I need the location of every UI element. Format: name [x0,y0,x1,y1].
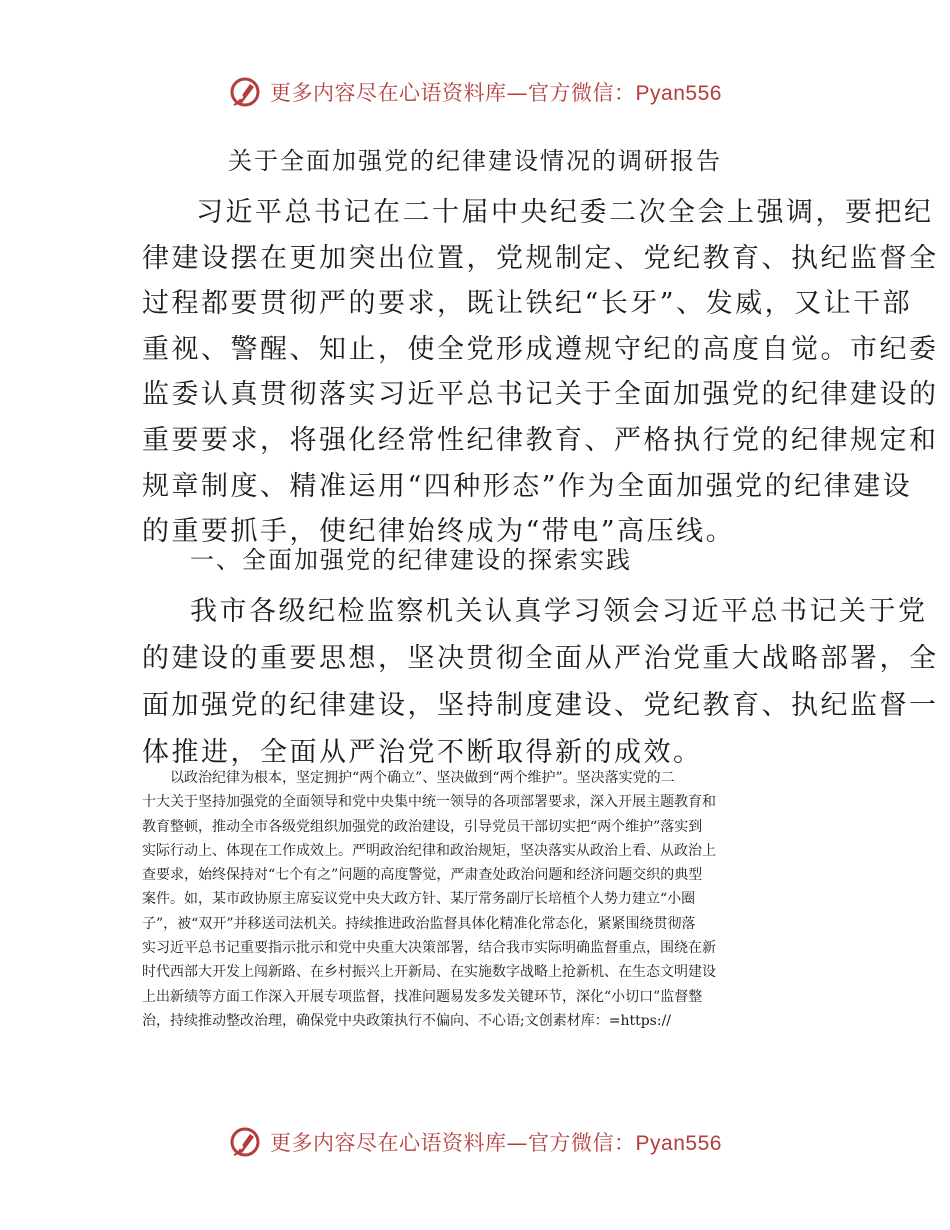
paragraph-line: 上出新绩等方面工作深入开展专项监督，找准问题易发多发关键环节，深化“小切口”监督整 [142,988,703,1005]
paragraph-line: 体推进，全面从严治党不断取得新的成效。 [142,737,703,768]
section-heading: 一、全面加强党的纪律建设的探索实践 [190,546,632,574]
paragraph-line: 规章制度、精准运用“四种形态”作为全面加强党的纪律建设 [142,470,913,502]
paragraph-line: 重要要求，将强化经常性纪律教育、严格执行党的纪律规定和 [142,424,939,456]
paragraph-line: 过程都要贯彻严的要求，既让铁纪“长牙”、发威，又让干部 [142,288,913,320]
pen-nib-logo-icon [228,75,262,109]
paragraph-line: 查要求，始终保持对“七个有之”问题的高度警觉，严肃查处政治问题和经济问题交织的典型 [142,867,703,884]
paragraph-line: 实际行动上、体现在工作成效上。严明政治纪律和政治规矩，坚决落实从政治上看、从政治上 [142,842,716,859]
paragraph-line: 实习近平总书记重要指示批示和党中央重大决策部署，结合我市实际明确监督重点，围绕在新 [142,940,716,957]
detail-paragraph [142,766,812,1033]
paragraph-line: 律建设摆在更加突出位置，党规制定、党纪教育、执纪监督全 [142,242,939,274]
section-paragraph [142,588,939,776]
paragraph-line: 习近平总书记在二十届中央纪委二次全会上强调，要把纪 [196,197,934,228]
paragraph-line: 子”，被“双开”并移送司法机关。持续推进政治监督具体化精准化常态化，紧紧围绕贯彻落 [142,915,696,932]
paragraph-line: 的重要抓手，使纪律始终成为“带电”高压线。 [142,516,736,548]
paragraph-line: 十大关于坚持加强党的全面领导和党中央集中统一领导的各项部署要求，深入开展主题教育和 [142,794,716,811]
pen-nib-logo-icon [228,1125,262,1159]
paragraph-line: 的建设的重要思想，坚决贯彻全面从严治党重大战略部署，全 [142,643,939,674]
paragraph-line: 教育整顿，推动全市各级党组织加强党的政治建设，引导党员干部切实把“两个维护”落实到 [142,818,703,835]
paragraph-line: 时代西部大开发上闯新路、在乡村振兴上开新局、在实施数字战略上抢新机、在生态文明建设 [142,964,716,981]
watermark-text: 更多内容尽在心语资料库—官方微信：Pyan556 [270,81,722,105]
footer-watermark [0,1122,950,1162]
paragraph-line: 案件。如，某市政协原主席妄议党中央大政方针、某厅常务副厅长培植个人势力建立“小圈 [142,891,696,908]
watermark-text: 更多内容尽在心语资料库—官方微信：Pyan556 [270,1131,722,1155]
paragraph-line: 我市各级纪检监察机关认真学习领会习近平总书记关于党 [190,596,928,627]
paragraph-line: 监委认真贯彻落实习近平总书记关于全面加强党的纪律建设的 [142,379,939,411]
header-watermark [0,72,950,112]
paragraph-line: 治，持续推动整改治理，确保党中央政策执行不偏向、不心语;文创素材库：=https:// [142,1012,672,1029]
paragraph-line: 面加强党的纪律建设，坚持制度建设、党纪教育、执纪监督一 [142,690,939,721]
paragraph-line: 以政治纪律为根本，坚定拥护“两个确立”、坚决做到“两个维护”。坚决落实党的二 [170,770,675,786]
intro-paragraph [142,190,939,555]
paragraph-line: 重视、警醒、知止，使全党形成遵规守纪的高度自觉。市纪委 [142,333,939,365]
document-title: 关于全面加强党的纪律建设情况的调研报告 [228,147,722,175]
